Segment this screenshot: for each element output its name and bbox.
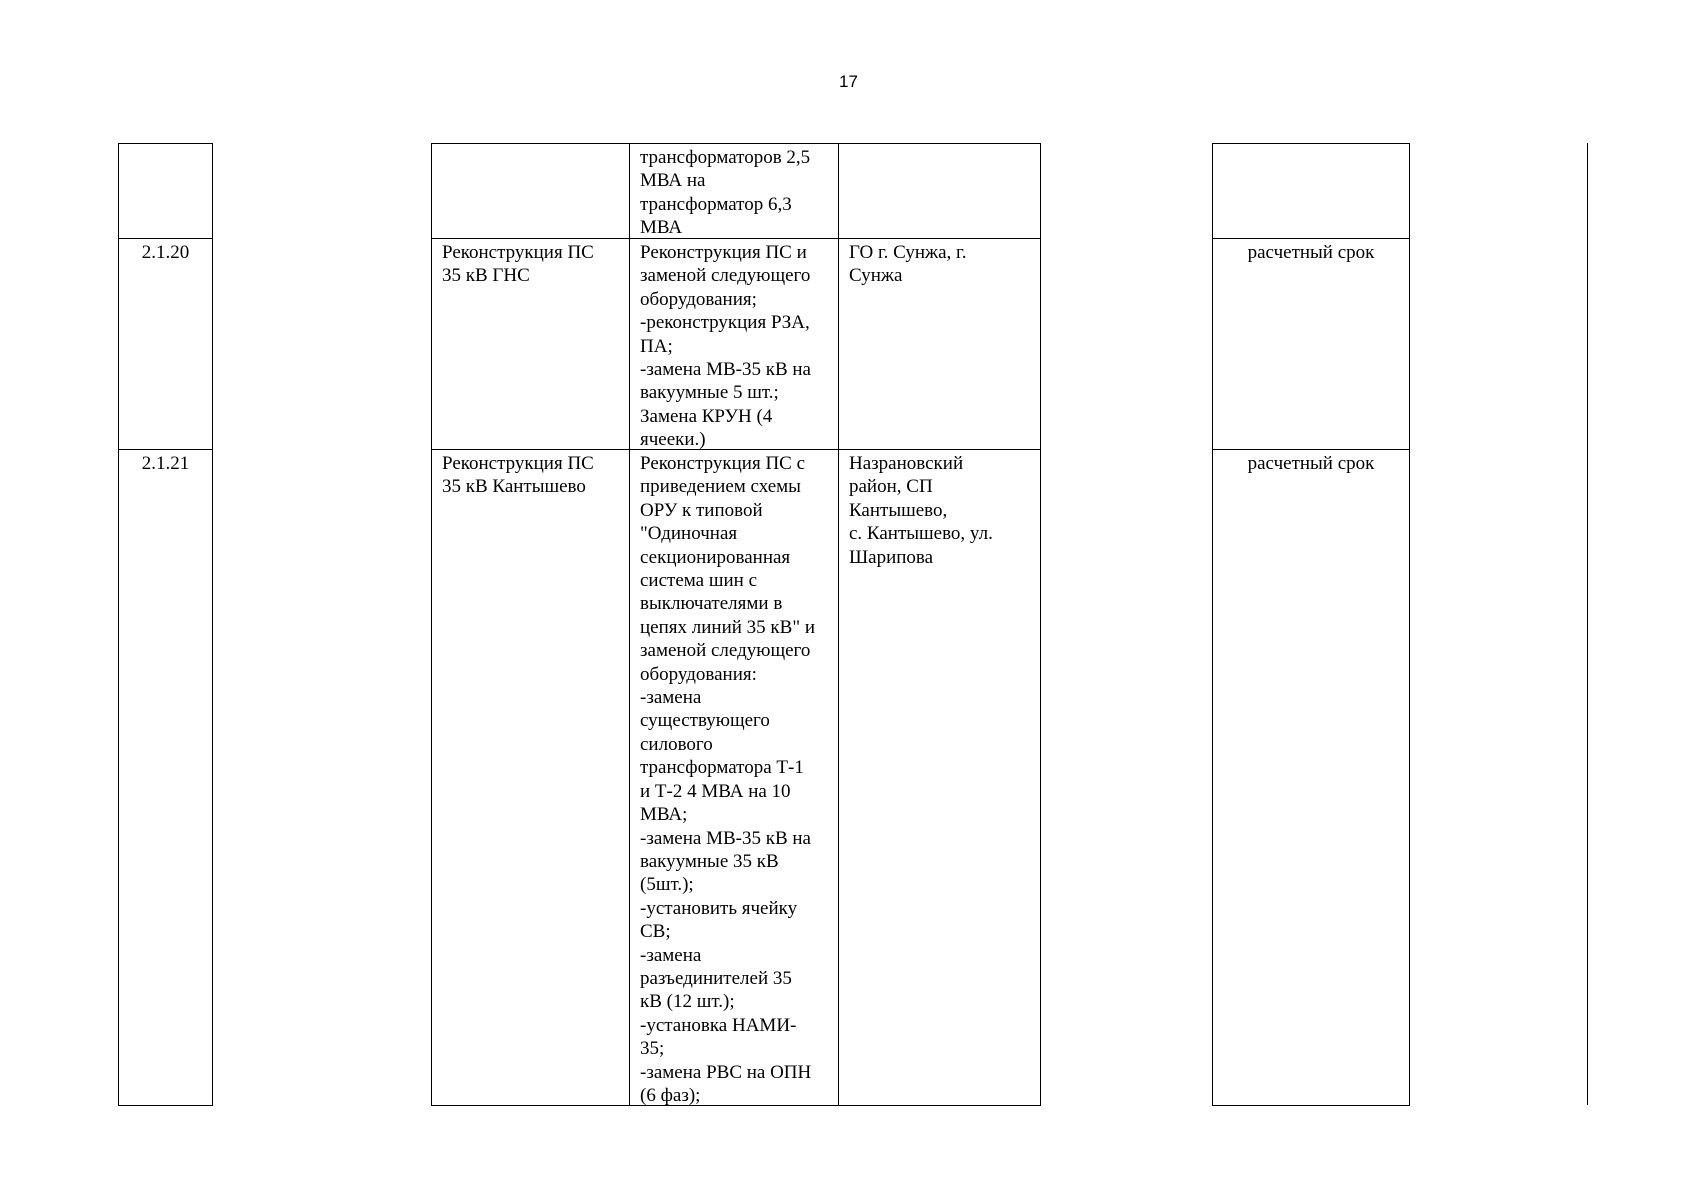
cell-number: 2.1.21 [141, 453, 190, 474]
table-column-border [1409, 143, 1410, 1105]
table-row-border [431, 143, 1041, 144]
cell-number: 2.1.20 [141, 242, 190, 263]
cell-description: Реконструкция ПС с приведением схемы ОРУ к типовой "Одиночная секционированная система шин с выключателями в цепях линий 35 кВ" и заменой следующего оборудования: -замена существующего силового трансформатора Т-1 и Т-2 4 МВА на 10 МВА; -замена МВ-35 кВ на вакуумные 35 кВ (5шт.); -установить ячейку СВ; -замена разъединителей 35 кВ (12 шт.); -установка НАМИ- 35; -замена РВС на ОПН (6 фаз); [640, 453, 815, 1106]
table-row-border [1212, 1105, 1410, 1106]
table-column-border [1587, 143, 1588, 1105]
table-column-border [431, 143, 432, 1105]
table-column-border [212, 143, 213, 1105]
table-column-border [1212, 143, 1213, 1105]
cell-object: Реконструкция ПС 35 кВ Кантышево [442, 453, 594, 498]
table-column-border [838, 143, 839, 1105]
cell-term: расчетный срок [1247, 453, 1375, 474]
table-column-border [118, 143, 119, 1105]
table-row-border [118, 238, 213, 239]
table-row-border [1212, 238, 1410, 239]
cell-description: Реконструкция ПС и заменой следующего оборудования; -реконструкция РЗА, ПА; -замена МВ-35 кВ на вакуумные 5 шт.; Замена КРУН (4 ячееки.) [640, 242, 811, 451]
cell-location: ГО г. Сунжа, г. Сунжа [849, 242, 967, 287]
cell-term: расчетный срок [1247, 242, 1375, 263]
cell-object: Реконструкция ПС 35 кВ ГНС [442, 242, 594, 287]
table-column-border [1040, 143, 1041, 1105]
table-row-border [1212, 143, 1410, 144]
table-row-border [118, 449, 213, 450]
table-column-border [629, 143, 630, 1105]
table-row-border [118, 1105, 213, 1106]
cell-description: трансформаторов 2,5 МВА на трансформатор 6,3 МВА [640, 147, 811, 239]
table-row-border [118, 143, 213, 144]
cell-location: Назрановский район, СП Кантышево, с. Кантышево, ул. Шарипова [849, 453, 993, 568]
page-number: 17 [839, 72, 858, 91]
table-row-border [1212, 449, 1410, 450]
